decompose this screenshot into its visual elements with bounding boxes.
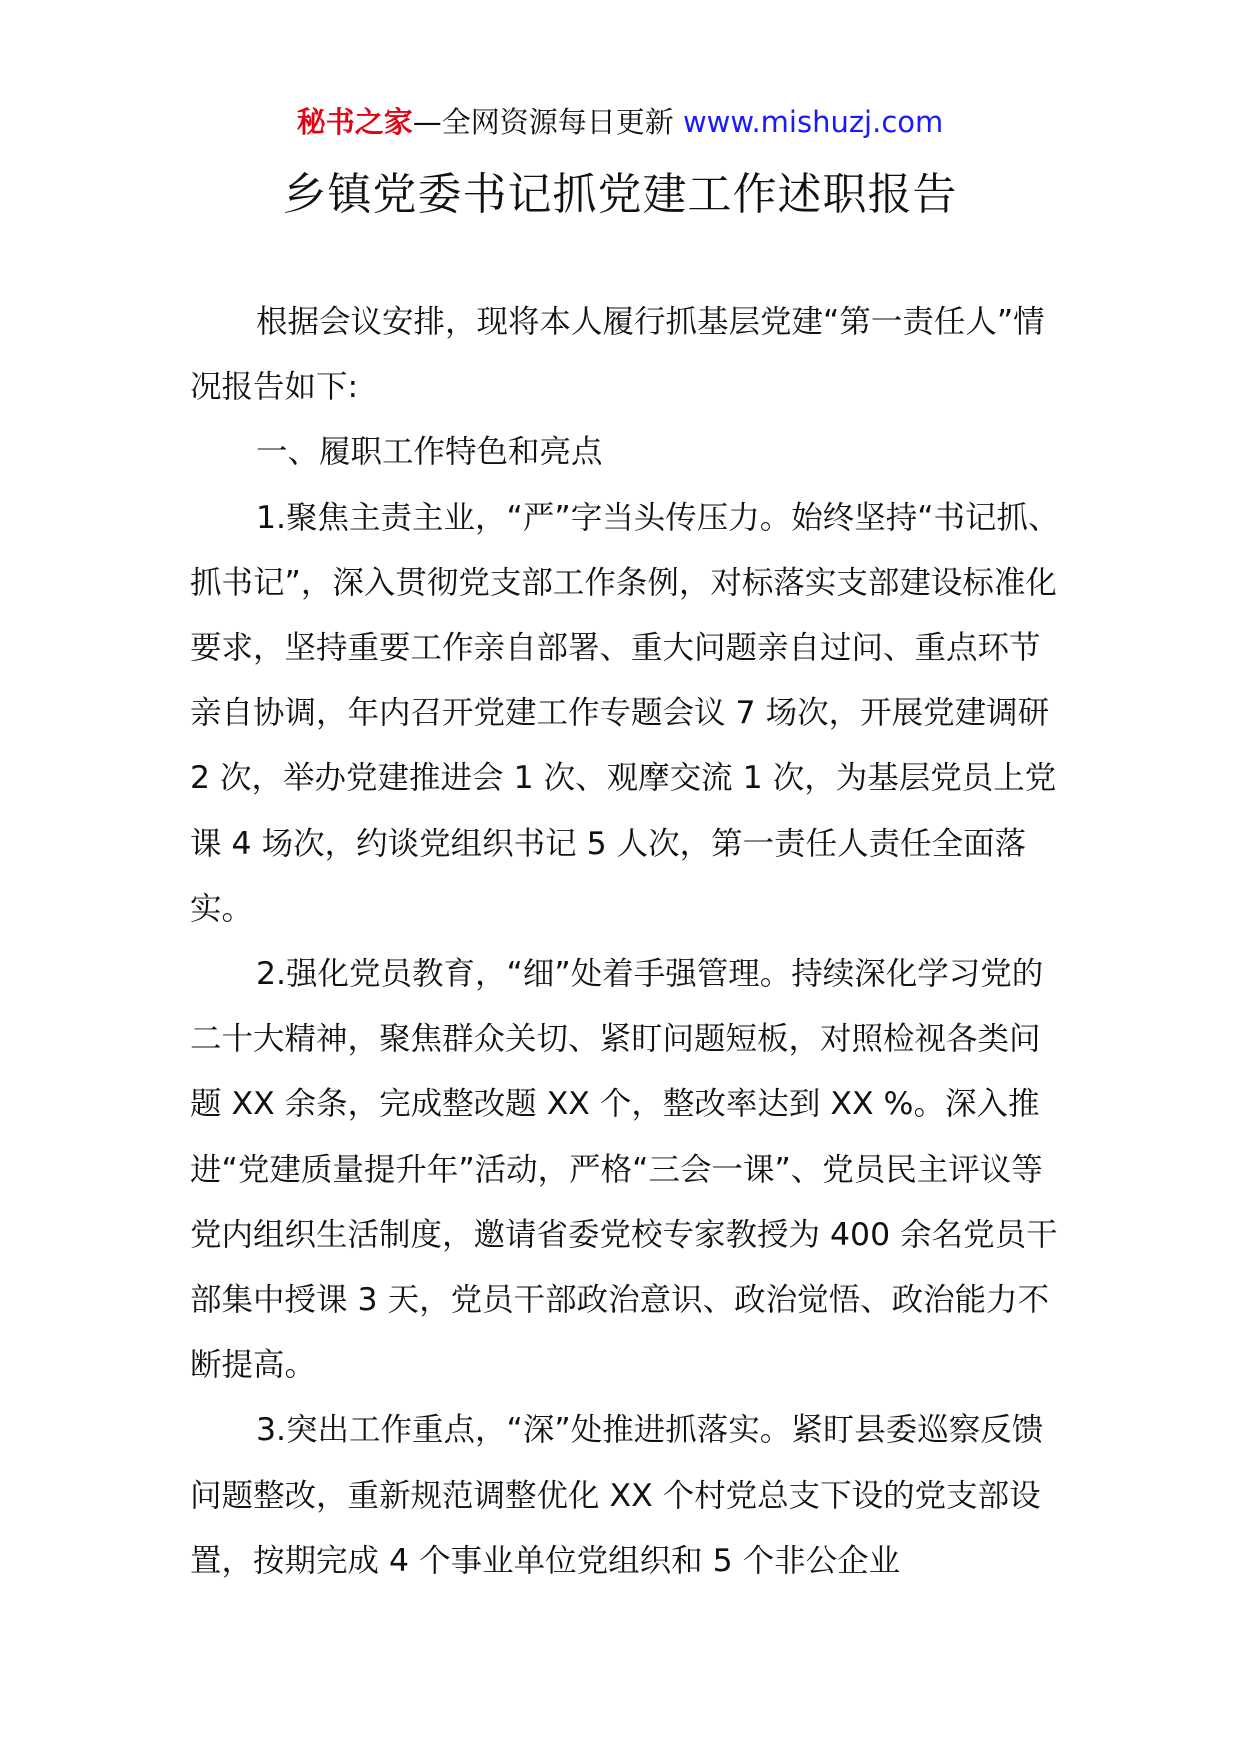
brand-name: 秘书之家 — [296, 105, 413, 139]
header-tagline: —全网资源每日更新 — [412, 105, 683, 139]
site-url-link[interactable]: www.mishuzj.com — [682, 105, 944, 139]
paragraph-intro: 根据会议安排，现将本人履行抓基层党建“第一责任人”情况报告如下: — [190, 304, 1045, 406]
section-heading: 一、履职工作特色和亮点 — [256, 434, 603, 471]
site-header — [0, 102, 1240, 142]
paragraph-item-3: 3.突出工作重点，“深”处推进抓落实。紧盯县委巡察反馈问题整改，重新规范调整优化 XX 个村党总支下设的党支部设置，按期完成 4 个事业单位党组织和 5 个非公企业 — [190, 1412, 1044, 1579]
document-title: 乡镇党委书记抓党建工作述职报告 — [282, 169, 958, 220]
document-body — [190, 290, 1064, 1594]
paragraph-item-2: 2.强化党员教育，“细”处着手强管理。持续深化学习党的二十大精神，聚焦群众关切、紧盯问题短板，对照检视各类问题 XX 余条，完成整改题 XX 个，整改率达到 XX %。深入推进“党建质量提升年”活动，严格“三会一课”、党员民主评议等党内组织生活制度，邀请省委党校专家教授为 400 余名党员干部集中授课 3 天，党员干部政治意识、政治觉悟、政治能力不断提高。 — [190, 956, 1058, 1384]
paragraph-item-1: 1.聚焦主责主业，“严”字当头传压力。始终坚持“书记抓、抓书记”，深入贯彻党支部工作条例，对标落实支部建设标准化要求，坚持重要工作亲自部署、重大问题亲自过问、重点环节亲自协调，年内召开党建工作专题会议 7 场次，开展党建调研 2 次，举办党建推进会 1 次、观摩交流 1 次，为基层党员上党课 4 场次，约谈党组织书记 5 人次，第一责任人责任全面落实。 — [190, 499, 1060, 927]
